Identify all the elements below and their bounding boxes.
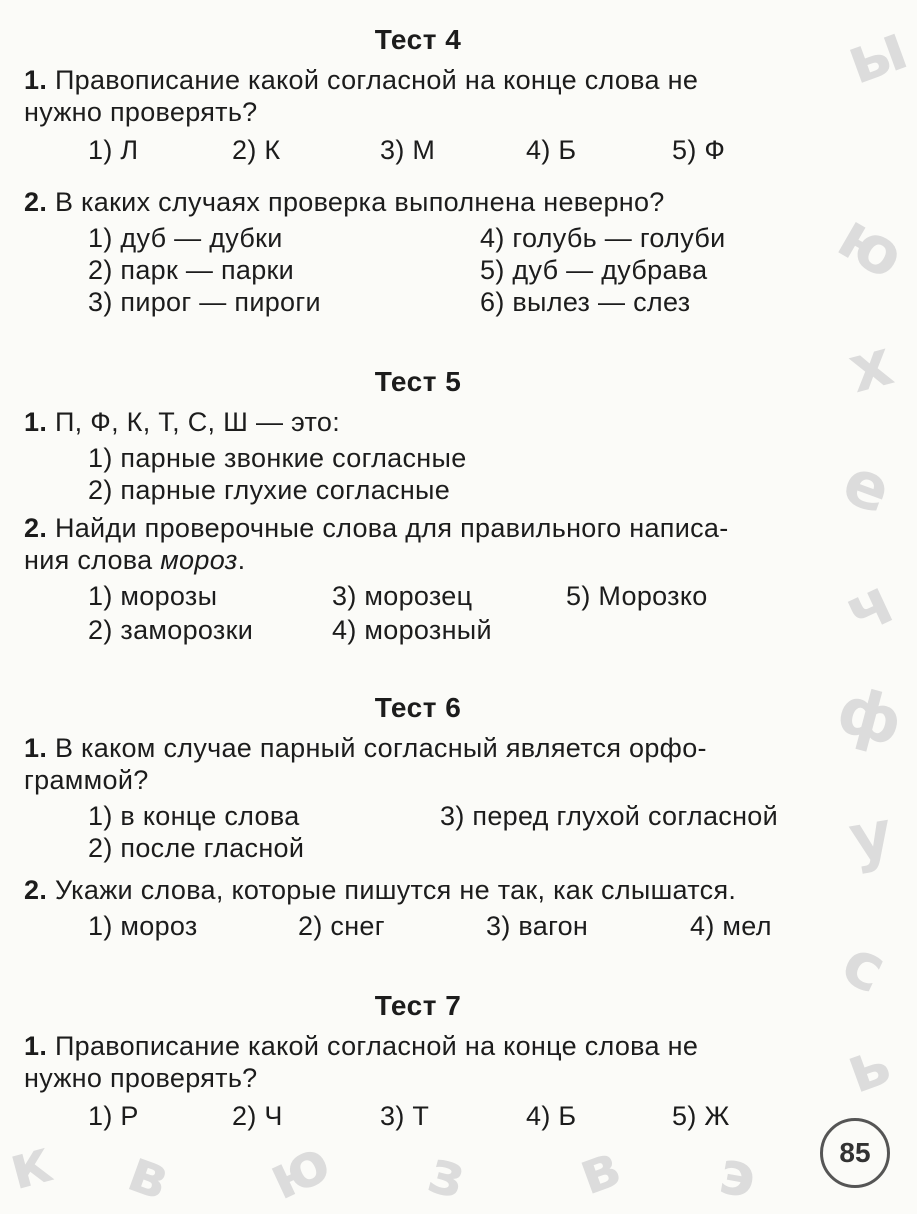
answer-option: 3) пирог — пироги xyxy=(88,287,321,317)
answer-option: 3) Т xyxy=(380,1101,430,1131)
question-line: нужно проверять? xyxy=(24,97,258,127)
question-text xyxy=(24,512,729,544)
question-text xyxy=(24,406,340,438)
question-line: Найди проверочные слова для правильного написа- xyxy=(54,513,729,543)
page-number: 85 xyxy=(820,1118,890,1188)
decor-letter: е xyxy=(833,444,900,530)
question-line-part: ния слова xyxy=(24,545,161,575)
answer-option: 2) парк — парки xyxy=(88,255,295,285)
test-title: Тест 5 xyxy=(374,366,462,397)
answer-option: 1) дуб — дубки xyxy=(88,223,283,253)
answer-option: 5) Морозко xyxy=(566,581,708,611)
answer-option: 3) морозец xyxy=(332,581,473,611)
decor-letter: ь xyxy=(836,1025,900,1109)
answer-option: 2) К xyxy=(232,135,281,165)
answer-option: 1) морозы xyxy=(88,581,218,611)
question-line: Правописание какой согласной на конце слова не xyxy=(54,65,699,95)
decor-letter: с xyxy=(831,925,897,1009)
answer-option: 1) Л xyxy=(88,135,139,165)
test-title: Тест 6 xyxy=(374,692,462,723)
answer-option: 3) вагон xyxy=(486,911,589,941)
decor-letter: в xyxy=(569,1130,629,1210)
question-line: граммой? xyxy=(24,765,149,795)
answer-option: 2) Ч xyxy=(232,1101,283,1131)
answer-option: 4) Б xyxy=(526,135,577,165)
answer-option: 1) мороз xyxy=(88,911,198,941)
question-number: 1. xyxy=(24,65,48,95)
answer-option: 4) Б xyxy=(526,1101,577,1131)
decor-letter: ю xyxy=(825,199,917,295)
answer-option: 2) снег xyxy=(298,911,385,941)
decor-letter: у xyxy=(843,796,898,878)
answer-option: 2) парные глухие согласные xyxy=(88,475,451,505)
test-title: Тест 7 xyxy=(374,990,462,1021)
question-text xyxy=(24,64,698,96)
question-number: 1. xyxy=(24,1031,48,1061)
question-number: 1. xyxy=(24,733,48,763)
answer-option: 5) дуб — дубрава xyxy=(480,255,708,285)
question-number: 2. xyxy=(24,513,48,543)
question-text xyxy=(24,186,665,218)
decor-letter: ю xyxy=(257,1125,341,1214)
answer-option: 3) М xyxy=(380,135,436,165)
test-title: Тест 4 xyxy=(374,24,462,55)
decor-letter: ф xyxy=(829,673,910,761)
question-line: нужно проверять? xyxy=(24,1063,258,1093)
question-line: Правописание какой согласной на конце слова не xyxy=(54,1031,699,1061)
answer-option: 1) парные звонкие согласные xyxy=(88,443,467,473)
decor-letter: к xyxy=(1,1125,60,1205)
answer-option: 4) голубь — голуби xyxy=(480,223,726,253)
question-number: 2. xyxy=(24,187,48,217)
question-line xyxy=(24,544,245,576)
question-line: П, Ф, К, Т, С, Ш — это: xyxy=(54,407,341,437)
question-line-part: . xyxy=(237,545,246,575)
decor-letter: х xyxy=(841,325,901,409)
question-line: В каких случаях проверка выполнена неверно? xyxy=(54,187,665,217)
question-number: 2. xyxy=(24,875,48,905)
answer-option: 2) после гласной xyxy=(88,833,305,863)
question-line: Укажи слова, которые пишутся не так, как слышатся. xyxy=(54,875,737,905)
answer-option: 3) перед глухой согласной xyxy=(440,801,778,831)
answer-option: 1) в конце слова xyxy=(88,801,300,831)
question-text xyxy=(24,874,736,906)
decor-letter: з xyxy=(421,1136,474,1214)
question-number: 1. xyxy=(24,407,48,437)
answer-option: 6) вылез — слез xyxy=(480,287,691,317)
answer-option: 4) морозный xyxy=(332,615,492,645)
question-text xyxy=(24,1030,698,1062)
question-text xyxy=(24,732,707,764)
answer-option: 2) заморозки xyxy=(88,615,254,645)
answer-option: 5) Ф xyxy=(672,135,726,165)
decor-letter: в xyxy=(119,1135,179,1214)
answer-option: 1) Р xyxy=(88,1101,139,1131)
question-line: В каком случае парный согласный является орфо- xyxy=(54,733,707,763)
answer-option: 4) мел xyxy=(690,911,772,941)
answer-option: 5) Ж xyxy=(672,1101,730,1131)
decor-letter: ы xyxy=(837,10,917,100)
highlighted-word: мороз xyxy=(160,545,238,575)
decor-letter: ч xyxy=(834,564,906,650)
decor-letter: э xyxy=(714,1137,762,1213)
